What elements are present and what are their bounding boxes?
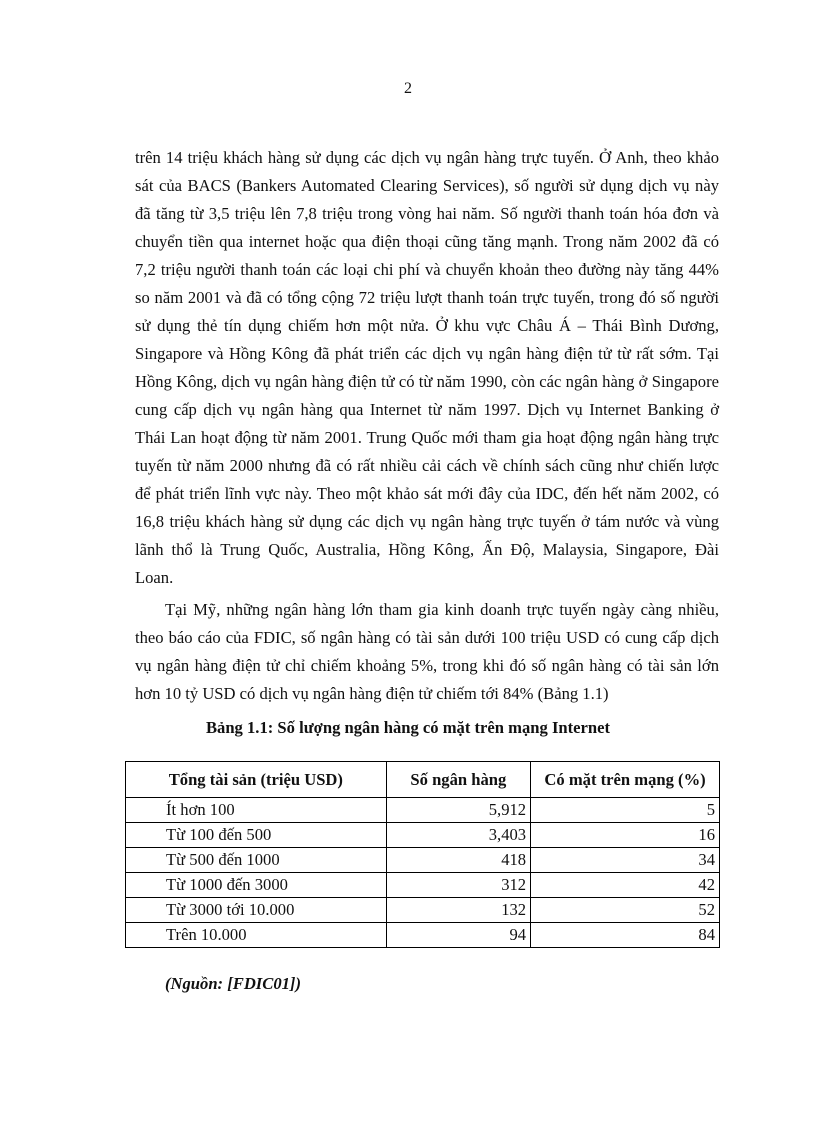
text-line: tuyến từ năm 2000 nhưng đã có rất nhiều cải cách về chính sách cũng như chiến lược xyxy=(135,456,719,475)
table-row xyxy=(126,873,720,898)
text-line: vụ ngân hàng điện tử chỉ chiếm khoảng 5%, trong khi đó số ngân hàng có tài sản lớn xyxy=(135,656,719,675)
cell-assets: Từ 3000 tới 10.000 xyxy=(126,898,387,923)
page-number: 2 xyxy=(404,80,412,97)
text-line: lãnh thổ là Trung Quốc, Australia, Hồng Kông, Ấn Độ, Malaysia, Singapore, Đài xyxy=(135,540,719,559)
source-note: (Nguồn: [FDIC01]) xyxy=(165,974,301,993)
cell-online-percent: 52 xyxy=(531,898,720,923)
text-line: 7,2 triệu người thanh toán các loại chi phí và chuyển khoản theo đường này tăng 44% xyxy=(135,260,719,279)
cell-bank-count: 3,403 xyxy=(386,823,530,848)
text-line: cung cấp dịch vụ ngân hàng qua Internet từ năm 1997. Dịch vụ Internet Banking ở xyxy=(135,400,719,419)
table-row xyxy=(126,823,720,848)
table-row xyxy=(126,798,720,823)
text-line: sát của BACS (Bankers Automated Clearing Services), số người sử dụng dịch vụ này xyxy=(135,176,719,195)
text-line: theo báo cáo của FDIC, số ngân hàng có tài sản dưới 100 triệu USD có cung cấp dịch xyxy=(135,628,719,647)
cell-assets: Từ 100 đến 500 xyxy=(126,823,387,848)
cell-bank-count: 94 xyxy=(386,923,530,948)
cell-bank-count: 132 xyxy=(386,898,530,923)
text-line: so năm 2001 và đã có tổng cộng 72 triệu lượt thanh toán trực tuyến, trong đó số người xyxy=(135,288,719,307)
cell-bank-count: 5,912 xyxy=(386,798,530,823)
table-caption: Bảng 1.1: Số lượng ngân hàng có mặt trên mạng Internet xyxy=(205,718,611,737)
text-line: chuyển tiền qua internet hoặc qua điện thoại cũng tăng mạnh. Trong năm 2002 đã có xyxy=(135,232,719,251)
bank-table xyxy=(125,761,720,948)
text-line: trên 14 triệu khách hàng sử dụng các dịch vụ ngân hàng trực tuyến. Ở Anh, theo khảo xyxy=(135,148,719,167)
text-line: Singapore và Hồng Kông đã phát triển các dịch vụ ngân hàng điện tử từ rất sớm. Tại xyxy=(135,344,719,363)
text-line: đã tăng từ 3,5 triệu lên 7,8 triệu trong vòng hai năm. Số người thanh toán hóa đơn và xyxy=(135,204,719,223)
text-line: Tại Mỹ, những ngân hàng lớn tham gia kinh doanh trực tuyến ngày càng nhiều, xyxy=(165,600,719,619)
header-online-percent: Có mặt trên mạng (%) xyxy=(531,762,720,798)
cell-assets: Từ 500 đến 1000 xyxy=(126,848,387,873)
cell-assets: Trên 10.000 xyxy=(126,923,387,948)
table-row xyxy=(126,898,720,923)
text-line: hơn 10 tỷ USD có dịch vụ ngân hàng điện tử chiếm tới 84% (Bảng 1.1) xyxy=(135,684,609,703)
cell-online-percent: 84 xyxy=(531,923,720,948)
cell-bank-count: 312 xyxy=(386,873,530,898)
text-line: Loan. xyxy=(135,568,174,587)
table-row xyxy=(126,923,720,948)
cell-assets: Từ 1000 đến 3000 xyxy=(126,873,387,898)
table-header-row xyxy=(126,762,720,798)
table-row xyxy=(126,848,720,873)
cell-online-percent: 34 xyxy=(531,848,720,873)
cell-assets: Ít hơn 100 xyxy=(126,798,387,823)
cell-online-percent: 42 xyxy=(531,873,720,898)
text-line: để phát triển lĩnh vực này. Theo một khảo sát mới đây của IDC, đến hết năm 2002, có xyxy=(135,484,719,503)
cell-bank-count: 418 xyxy=(386,848,530,873)
text-line: 16,8 triệu khách hàng sử dụng các dịch vụ ngân hàng trực tuyến ở tám nước và vùng xyxy=(135,512,719,531)
text-line: sử dụng thẻ tín dụng chiếm hơn một nửa. Ở khu vực Châu Á – Thái Bình Dương, xyxy=(135,316,719,335)
cell-online-percent: 16 xyxy=(531,823,720,848)
text-line: Thái Lan hoạt động từ năm 2001. Trung Quốc mới tham gia hoạt động ngân hàng trực xyxy=(135,428,719,447)
text-line: Hồng Kông, dịch vụ ngân hàng điện tử có từ năm 1990, còn các ngân hàng ở Singapore xyxy=(135,372,719,391)
header-bank-count: Số ngân hàng xyxy=(386,762,530,798)
header-total-assets: Tổng tài sản (triệu USD) xyxy=(126,762,387,798)
cell-online-percent: 5 xyxy=(531,798,720,823)
